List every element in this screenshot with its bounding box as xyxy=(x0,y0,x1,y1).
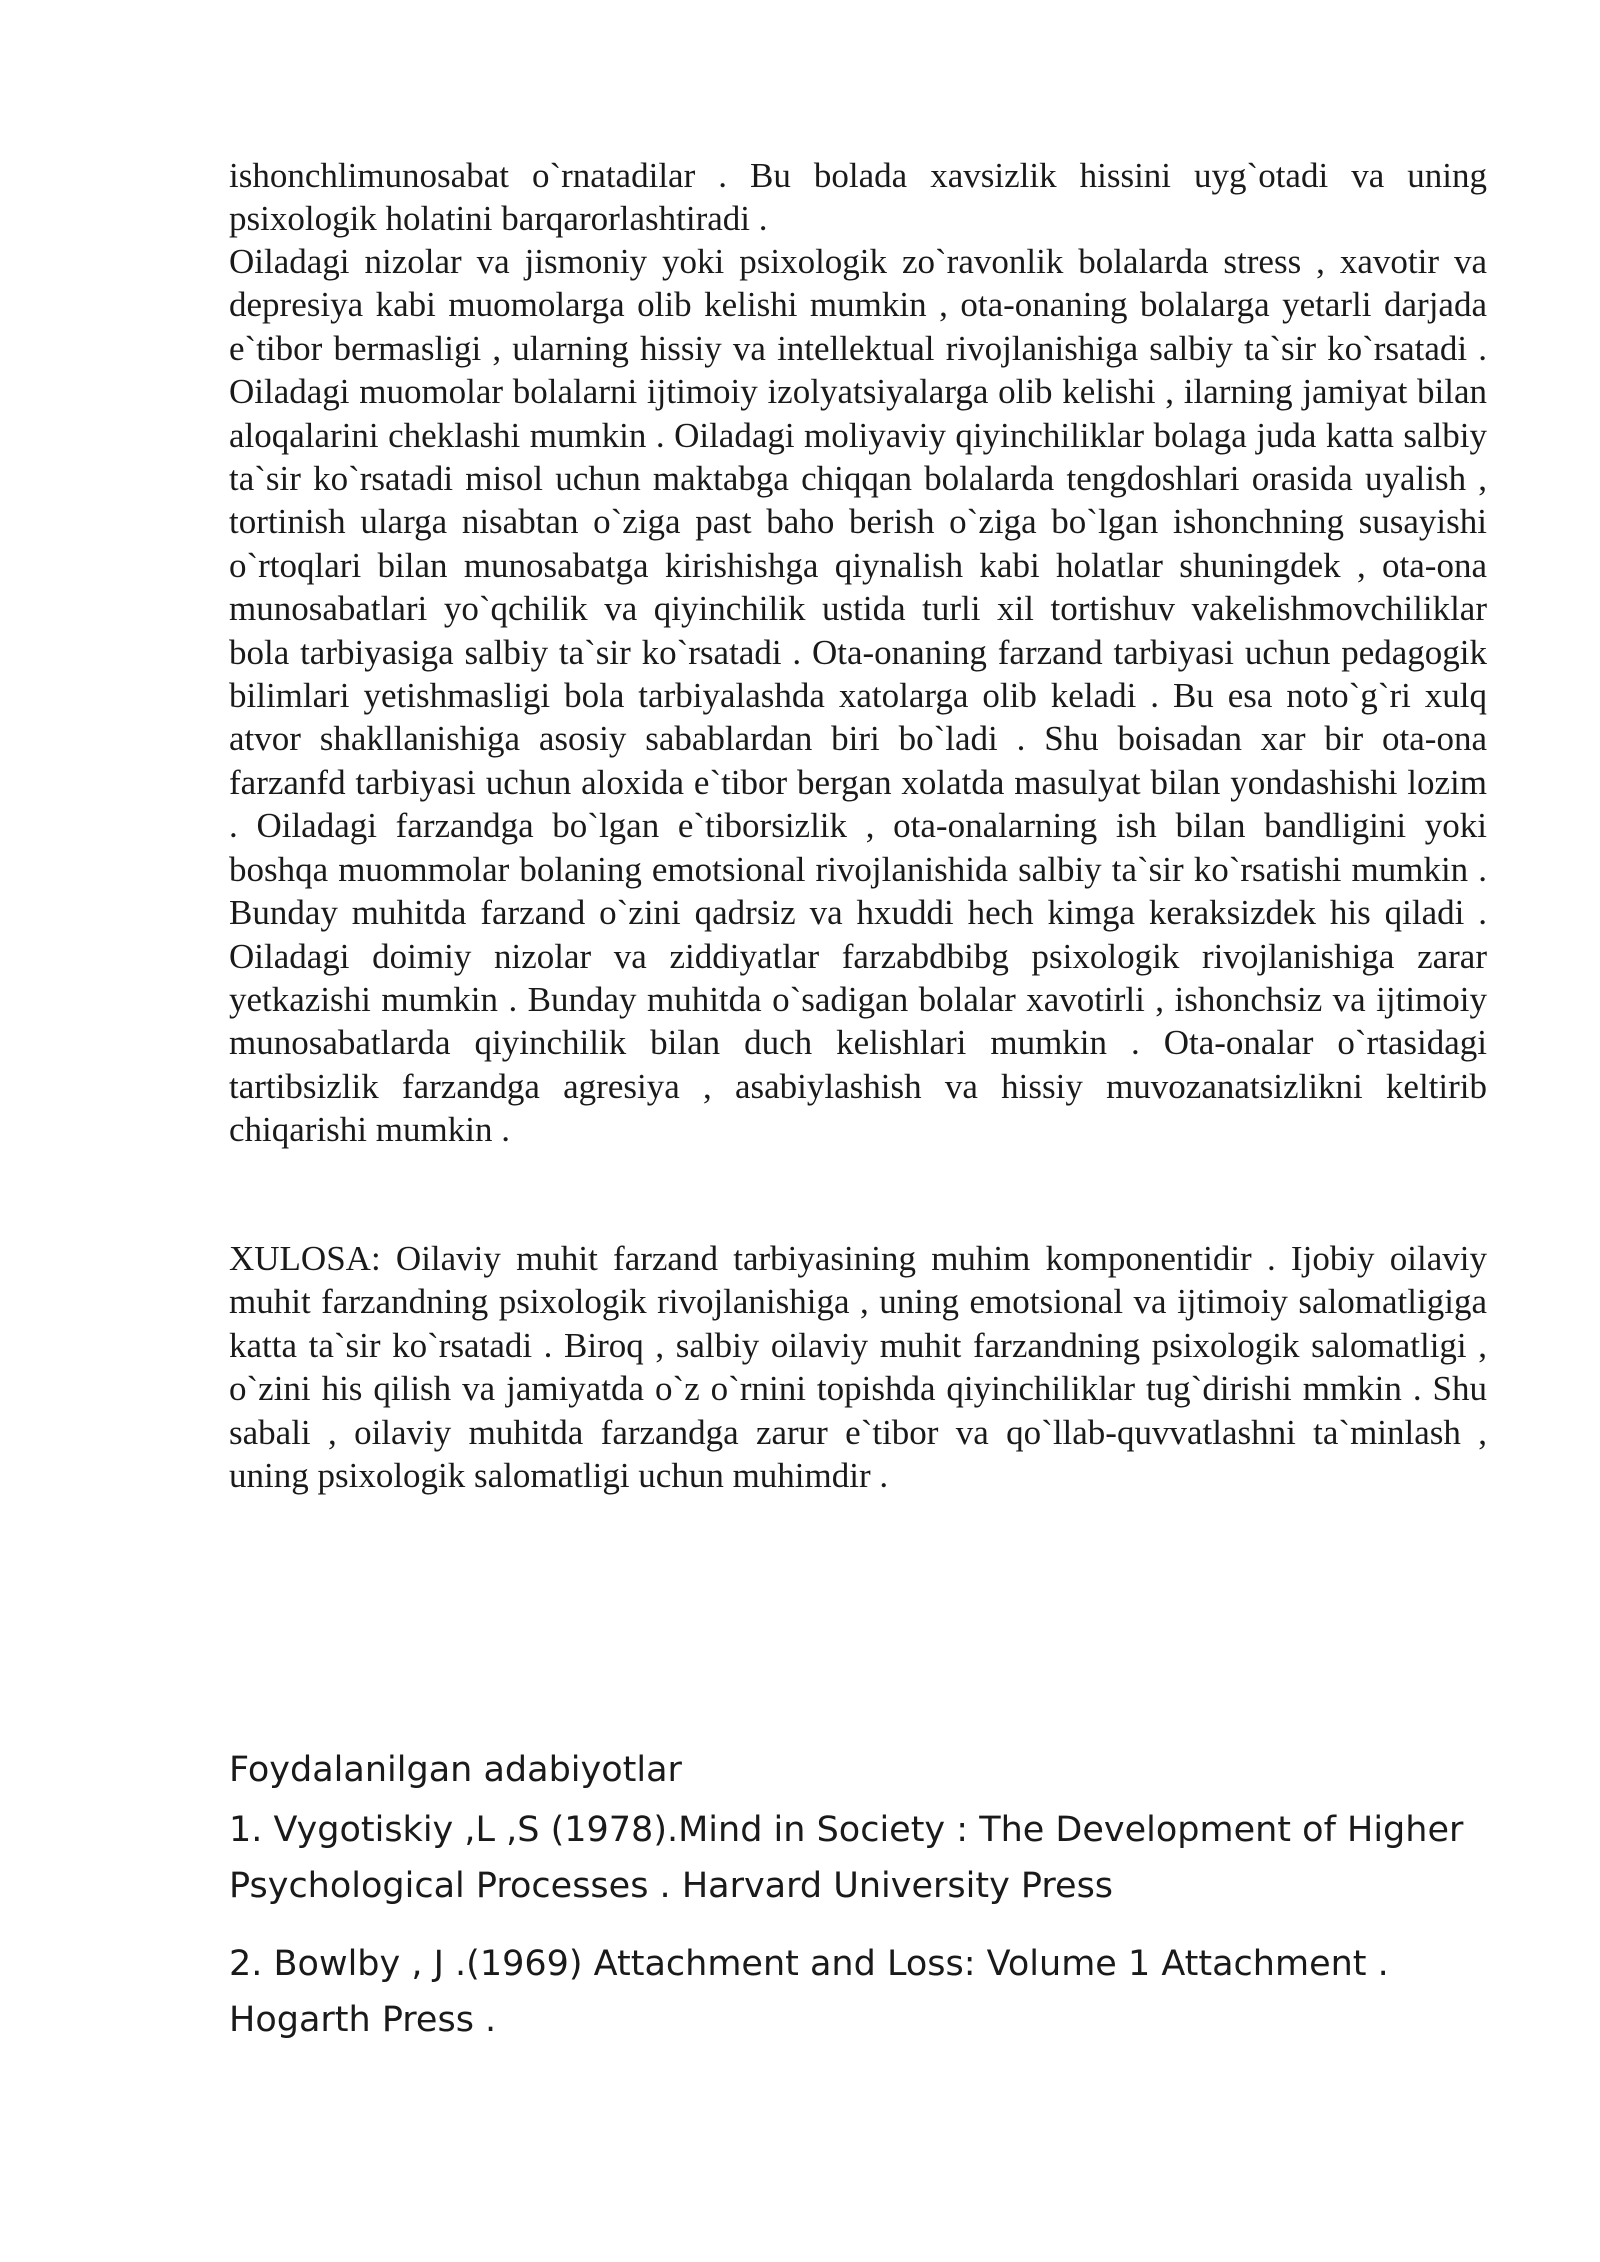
conclusion-paragraph: XULOSA: Oilaviy muhit farzand tarbiyasining muhim komponentidir . Ijobiy oilaviy muhit farzandning psixologik rivojlanishiga , uning emotsional va ijtimoiy salomatligiga katta ta`sir ko`rsatadi . Biroq , salbiy oilaviy muhit farzandning psixologik salomatligi , o`zini his qilish va jamiyatda o`z o`rnini topishda qiyinchiliklar tug`dirishi mmkin . Shu sabali , oilaviy muhitda farzandga zarur e`tibor va qo`llab-quvvatlashni ta`minlash , uning psixologik salomatligi uchun muhimdir . xyxy=(229,1239,1487,1496)
reference-item-1: 1. Vygotiskiy ,L ,S (1978).Mind in Society : The Development of Higher Psychological Processes . Harvard University Press xyxy=(229,1810,1464,1906)
body-paragraph-intro: ishonchlimunosabat o`rnatadilar . Bu bolada xavsizlik hissini uyg`otadi va uning psixologik holatini barqarorlashtiradi . xyxy=(229,156,1487,239)
body-paragraph-main: Oiladagi nizolar va jismoniy yoki psixologik zo`ravonlik bolalarda stress , xavotir va depresiya kabi muomolarga olib kelishi mumkin , ota-onaning bolalarga yetarli darjada e`tibor bermasligi , ularning hissiy va intellektual rivojlanishiga salbiy ta`sir ko`rsatadi . Oiladagi muomolar bolalarni ijtimoiy izolyatsiyalarga olib kelishi , ilarning jamiyat bilan aloqalarini cheklashi mumkin . Oiladagi moliyaviy qiyinchiliklar bolaga juda katta salbiy ta`sir ko`rsatadi misol uchun maktabga chiqqan bolalarda tengdoshlari orasida uyalish , tortinish ularga nisabtan o`ziga past baho berish o`ziga bo`lgan ishonchning susayishi o`rtoqlari bilan munosabatga kirishishga qiynalish kabi holatlar shuningdek , ota-ona munosabatlari yo`qchilik va qiyinchilik ustida turli xil tortishuv vakelishmovchiliklar bola tarbiyasiga salbiy ta`sir ko`rsatadi . Ota-onaning farzand tarbiyasi uchun pedagogik bilimlari yetishmasligi bola tarbiyalashda xatolarga olib keladi . Bu esa noto`g`ri xulq atvor shakllanishiga asosiy sabablardan biri bo`ladi . Shu boisadan xar bir ota-ona farzanfd tarbiyasi uchun aloxida e`tibor bergan xolatda masulyat bilan yondashishi lozim . Oiladagi farzandga bo`lgan e`tiborsizlik , ota-onalarning ish bilan bandligini yoki boshqa muommolar bolaning emotsional rivojlanishida salbiy ta`sir ko`rsatishi mumkin . Bunday muhitda farzand o`zini qadrsiz va hxuddi hech kimga keraksizdek his qiladi . Oiladagi doimiy nizolar va ziddiyatlar farzabdbibg psixologik rivojlanishiga zarar yetkazishi mumkin . Bunday muhitda o`sadigan bolalar xavotirli , ishonchsiz va ijtimoiy munosabatlarda qiyinchilik bilan duch kelishlari mumkin . Ota-onalar o`rtasidagi tartibsizlik farzandga agresiya , asabiylashish va hissiy muvozanatsizlikni keltirib chiqarishi mumkin . xyxy=(229,242,1487,1150)
reference-item-2: 2. Bowlby , J .(1969) Attachment and Loss: Volume 1 Attachment . Hogarth Press . xyxy=(229,1944,1389,2040)
references-heading: Foydalanilgan adabiyotlar xyxy=(229,1750,682,1790)
